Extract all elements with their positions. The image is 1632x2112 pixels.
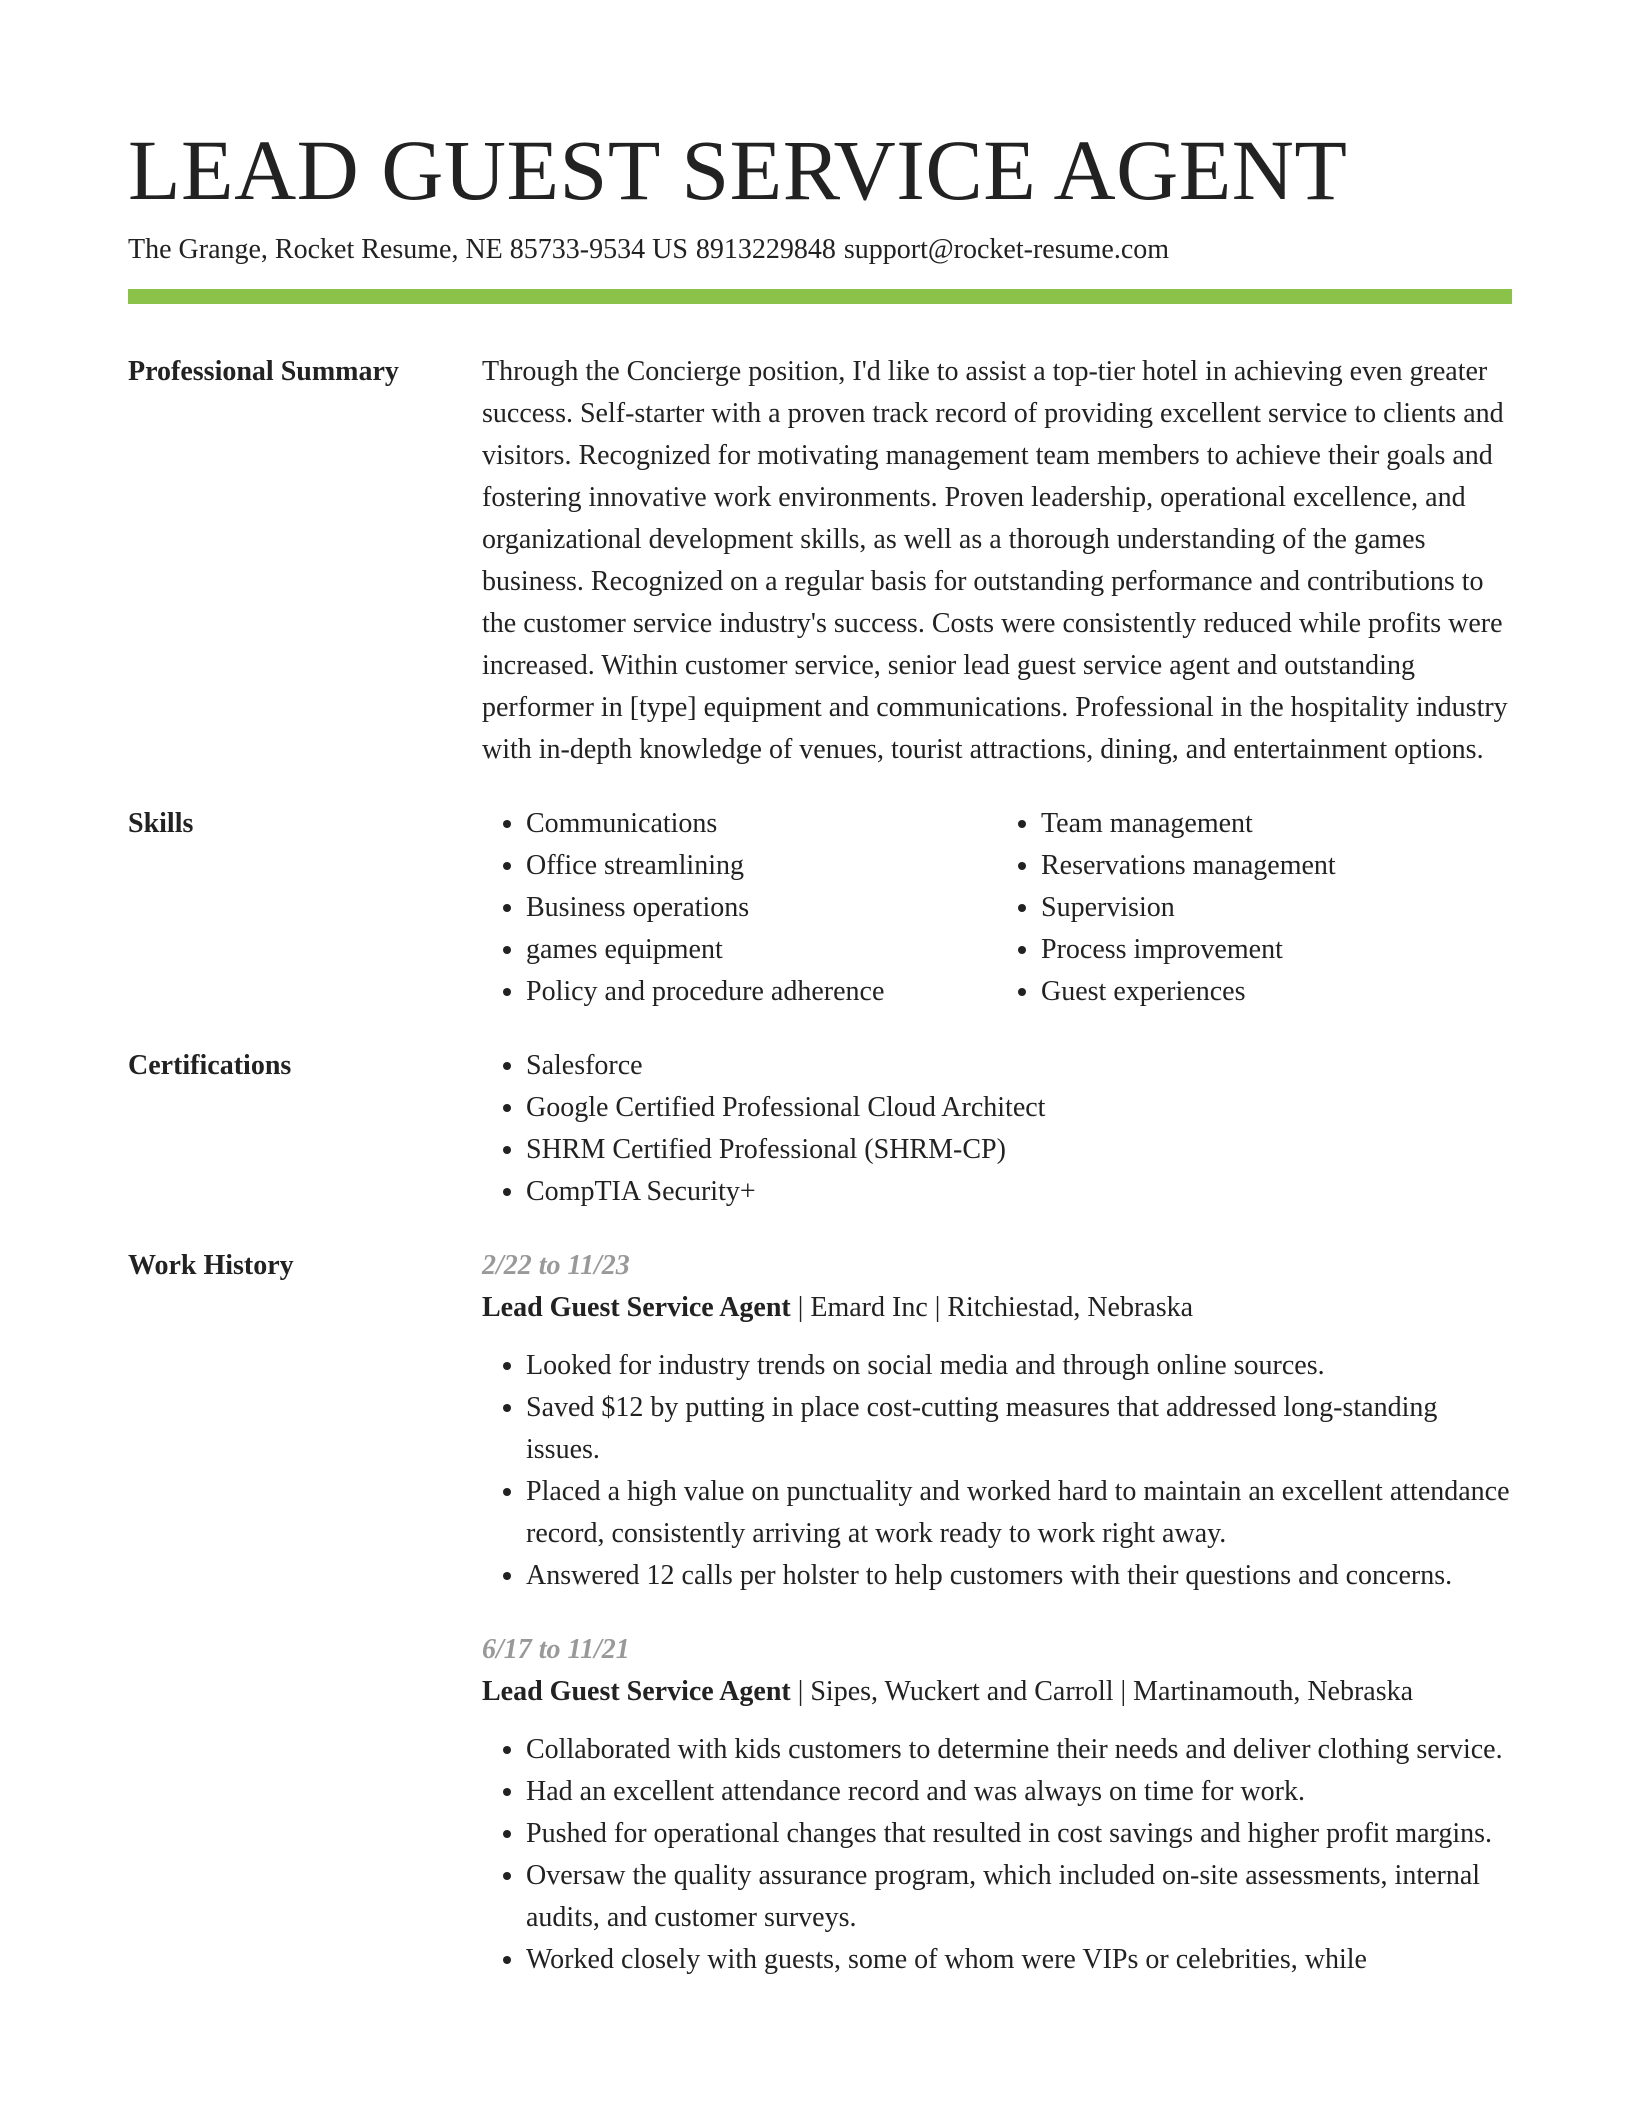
work-history-label: Work History [128,1250,294,1281]
job-title: Lead Guest Service Agent [482,1292,791,1323]
job-bullet: • Collaborated with kids customers to determine their needs and deliver clothing service. [526,1729,1512,1771]
job-bullets [482,1345,1512,1597]
work-history-section [128,1245,1512,1981]
contact-address: The Grange, Rocket Resume, NE 85733-9534 US [128,234,688,265]
job-bullet: • Worked closely with guests, some of whom were VIPs or celebrities, while [526,1939,1512,1981]
skill-item: • Supervision [1041,887,1512,929]
skill-item: • Policy and procedure adherence [526,971,997,1013]
contact-phone: 8913229848 [695,234,836,265]
certifications-section [128,1045,1512,1213]
certification-item: • Salesforce [526,1045,1512,1087]
certifications-label: Certifications [128,1050,292,1081]
job-entry [482,1629,1512,1981]
job-bullets [482,1729,1512,1981]
job-heading [482,1671,1512,1713]
contact-email: support@rocket-resume.com [843,234,1170,265]
job-bullet: • Had an excellent attendance record and was always on time for work. [526,1771,1512,1813]
certification-item: • CompTIA Security+ [526,1171,1512,1213]
skill-item: • Communications [526,803,997,845]
skill-item: • Reservations management [1041,845,1512,887]
work-history-body [482,1245,1512,1981]
job-details: | Sipes, Wuckert and Carroll | Martinamouth, Nebraska [790,1676,1414,1707]
summary-label: Professional Summary [128,356,399,387]
certifications-list [482,1045,1512,1213]
skill-item: • Process improvement [1041,929,1512,971]
certification-item: • Google Certified Professional Cloud Architect [526,1087,1512,1129]
skill-item: • Guest experiences [1041,971,1512,1013]
job-bullet: • Answered 12 calls per holster to help customers with their questions and concerns. [526,1555,1512,1597]
job-dates: 6/17 to 11/21 [482,1634,630,1665]
skills-label: Skills [128,808,194,839]
job-heading [482,1287,1512,1329]
contact-line [128,232,1512,268]
job-dates: 2/22 to 11/23 [482,1250,630,1281]
skill-item: • Business operations [526,887,997,929]
job-bullet: • Saved $12 by putting in place cost-cutting measures that addressed long-standing issues. [526,1387,1512,1471]
skill-item: • Office streamlining [526,845,997,887]
job-bullet: • Oversaw the quality assurance program, which included on-site assessments, internal audits, and customer surveys. [526,1855,1512,1939]
resume-title: LEAD GUEST SERVICE AGENT [128,122,1348,218]
skills-section [128,803,1512,1013]
skills-list-right [997,803,1512,1013]
skills-body [482,803,1512,1013]
skill-item: • Team management [1041,803,1512,845]
summary-text: Through the Concierge position, I'd like to assist a top-tier hotel in achieving even greater success. Self-starter with a proven track record of providing excellent service to clients and visitors. Recognized for motivating management team members to achieve their goals and fostering innovative work environments. Proven leadership, operational excellence, and organizational development skills, as well as a thorough understanding of the games business. Recognized on a regular basis for outstanding performance and contributions to the customer service industry's success. Costs were consistently reduced while profits were increased. Within customer service, senior lead guest service agent and outstanding performer in [type] equipment and communications. Professional in the hospitality industry with in-depth knowledge of venues, tourist attractions, dining, and entertainment options. [482,356,1508,765]
summary-body [482,351,1512,771]
job-bullet: • Pushed for operational changes that resulted in cost savings and higher profit margins. [526,1813,1512,1855]
certification-item: • SHRM Certified Professional (SHRM-CP) [526,1129,1512,1171]
certifications-body [482,1045,1512,1213]
skill-item: • games equipment [526,929,997,971]
job-entry [482,1245,1512,1597]
skills-columns [482,803,1512,1013]
resume-page [128,120,1512,1981]
summary-section [128,351,1512,771]
job-details: | Emard Inc | Ritchiestad, Nebraska [790,1292,1194,1323]
header-divider [128,289,1512,304]
job-bullet: • Placed a high value on punctuality and worked hard to maintain an excellent attendance record, consistently arriving at work ready to work right away. [526,1471,1512,1555]
job-bullet: • Looked for industry trends on social media and through online sources. [526,1345,1512,1387]
job-title: Lead Guest Service Agent [482,1676,791,1707]
skills-list-left [482,803,997,1013]
